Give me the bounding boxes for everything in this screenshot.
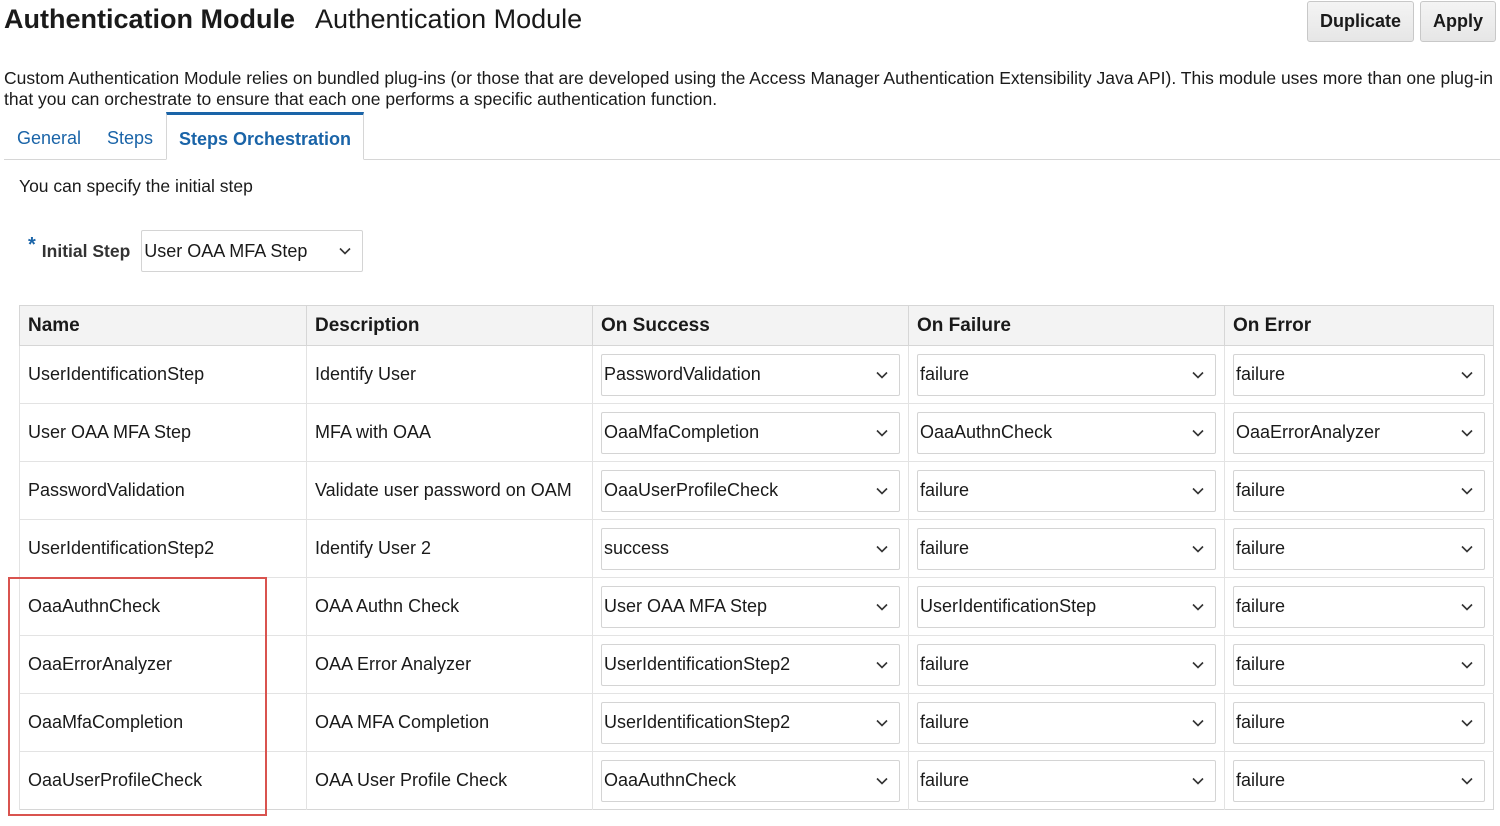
on-success-value: User OAA MFA Step bbox=[604, 596, 768, 616]
chevron-down-icon bbox=[1461, 661, 1473, 669]
action-bar bbox=[1307, 1, 1496, 42]
table-row bbox=[20, 520, 1494, 578]
tab-steps-orchestration[interactable]: Steps Orchestration bbox=[166, 112, 364, 160]
on-error-select[interactable] bbox=[1233, 586, 1485, 628]
on-success-select[interactable] bbox=[601, 354, 900, 396]
step-description: Validate user password on OAM bbox=[307, 462, 593, 520]
column-header-name[interactable]: Name bbox=[20, 306, 307, 346]
tab-general[interactable]: General bbox=[17, 128, 82, 148]
required-marker: * bbox=[28, 233, 36, 256]
step-description: OAA Error Analyzer bbox=[307, 636, 593, 694]
column-header-on-error[interactable]: On Error bbox=[1225, 306, 1494, 346]
step-name: OaaUserProfileCheck bbox=[20, 752, 307, 810]
chevron-down-icon bbox=[876, 719, 888, 727]
on-error-select[interactable] bbox=[1233, 702, 1485, 744]
step-description: Identify User bbox=[307, 346, 593, 404]
initial-step-value: User OAA MFA Step bbox=[144, 240, 308, 261]
chevron-down-icon bbox=[1192, 719, 1204, 727]
module-description: Custom Authentication Module relies on bundled plug-ins (or those that are developed using the Access Manager Authentication Extensibility Java API). This module uses more than one plug-in that you can orchestrate to ensure that each one performs a specific authentication function. bbox=[4, 68, 1494, 109]
on-failure-select[interactable] bbox=[917, 644, 1216, 686]
duplicate-button[interactable]: Duplicate bbox=[1307, 1, 1414, 42]
on-error-value: failure bbox=[1236, 596, 1286, 616]
column-header-description[interactable]: Description bbox=[307, 306, 593, 346]
step-name: OaaErrorAnalyzer bbox=[20, 636, 307, 694]
chevron-down-icon bbox=[1461, 371, 1473, 379]
on-success-select[interactable] bbox=[601, 586, 900, 628]
initial-step-select[interactable] bbox=[141, 230, 363, 272]
on-success-select[interactable] bbox=[601, 644, 900, 686]
on-failure-value: failure bbox=[920, 770, 970, 790]
on-failure-select[interactable] bbox=[917, 354, 1216, 396]
chevron-down-icon bbox=[876, 777, 888, 785]
tab-steps[interactable]: Steps bbox=[107, 128, 154, 148]
chevron-down-icon bbox=[1192, 371, 1204, 379]
on-success-value: OaaAuthnCheck bbox=[604, 770, 737, 790]
step-description: OAA MFA Completion bbox=[307, 694, 593, 752]
chevron-down-icon bbox=[1461, 603, 1473, 611]
table-row bbox=[20, 462, 1494, 520]
table-row bbox=[20, 578, 1494, 636]
on-error-select[interactable] bbox=[1233, 760, 1485, 802]
on-failure-value: failure bbox=[920, 712, 970, 732]
on-failure-select[interactable] bbox=[917, 702, 1216, 744]
module-name: Authentication Module bbox=[314, 4, 583, 34]
step-name: UserIdentificationStep2 bbox=[20, 520, 307, 578]
chevron-down-icon bbox=[1461, 545, 1473, 553]
on-error-value: failure bbox=[1236, 480, 1286, 500]
on-error-select[interactable] bbox=[1233, 354, 1485, 396]
chevron-down-icon bbox=[1461, 719, 1473, 727]
step-name: UserIdentificationStep bbox=[20, 346, 307, 404]
on-failure-value: OaaAuthnCheck bbox=[920, 422, 1053, 442]
on-success-value: UserIdentificationStep2 bbox=[604, 654, 791, 674]
chevron-down-icon bbox=[876, 371, 888, 379]
chevron-down-icon bbox=[1192, 545, 1204, 553]
on-error-select[interactable] bbox=[1233, 412, 1485, 454]
on-success-value: OaaUserProfileCheck bbox=[604, 480, 779, 500]
on-error-select[interactable] bbox=[1233, 644, 1485, 686]
on-failure-value: failure bbox=[920, 364, 970, 384]
on-success-select[interactable] bbox=[601, 412, 900, 454]
chevron-down-icon bbox=[876, 661, 888, 669]
on-error-value: failure bbox=[1236, 712, 1286, 732]
column-header-on-failure[interactable]: On Failure bbox=[909, 306, 1225, 346]
table-row bbox=[20, 752, 1494, 810]
on-failure-value: failure bbox=[920, 654, 970, 674]
column-header-on-success[interactable]: On Success bbox=[593, 306, 909, 346]
on-error-select[interactable] bbox=[1233, 470, 1485, 512]
on-failure-select[interactable] bbox=[917, 470, 1216, 512]
chevron-down-icon bbox=[876, 545, 888, 553]
page-title: Authentication Module bbox=[4, 4, 295, 34]
step-description: OAA User Profile Check bbox=[307, 752, 593, 810]
chevron-down-icon bbox=[1461, 429, 1473, 437]
on-success-value: OaaMfaCompletion bbox=[604, 422, 760, 442]
chevron-down-icon bbox=[876, 429, 888, 437]
on-error-value: failure bbox=[1236, 770, 1286, 790]
on-success-select[interactable] bbox=[601, 470, 900, 512]
on-error-value: OaaErrorAnalyzer bbox=[1236, 422, 1381, 442]
on-failure-select[interactable] bbox=[917, 412, 1216, 454]
table-row bbox=[20, 346, 1494, 404]
on-error-value: failure bbox=[1236, 538, 1286, 558]
table-header-row bbox=[20, 306, 1494, 346]
chevron-down-icon bbox=[1192, 487, 1204, 495]
chevron-down-icon bbox=[1461, 487, 1473, 495]
on-success-value: success bbox=[604, 538, 670, 558]
step-name: OaaMfaCompletion bbox=[20, 694, 307, 752]
on-success-value: PasswordValidation bbox=[604, 364, 761, 384]
on-failure-select[interactable] bbox=[917, 586, 1216, 628]
tab-bar bbox=[4, 112, 1500, 160]
on-failure-value: failure bbox=[920, 538, 970, 558]
chevron-down-icon bbox=[1192, 603, 1204, 611]
chevron-down-icon bbox=[1192, 661, 1204, 669]
initial-step-label: Initial Step bbox=[41, 240, 131, 261]
on-error-value: failure bbox=[1236, 364, 1286, 384]
on-failure-value: failure bbox=[920, 480, 970, 500]
on-success-select[interactable] bbox=[601, 760, 900, 802]
initial-step-row bbox=[28, 230, 363, 272]
chevron-down-icon bbox=[1192, 777, 1204, 785]
on-success-select[interactable] bbox=[601, 528, 900, 570]
chevron-down-icon bbox=[1461, 777, 1473, 785]
on-success-value: UserIdentificationStep2 bbox=[604, 712, 791, 732]
on-failure-value: UserIdentificationStep bbox=[920, 596, 1097, 616]
apply-button[interactable]: Apply bbox=[1420, 1, 1496, 42]
step-name: OaaAuthnCheck bbox=[20, 578, 307, 636]
chevron-down-icon bbox=[876, 603, 888, 611]
on-success-select[interactable] bbox=[601, 702, 900, 744]
on-failure-select[interactable] bbox=[917, 528, 1216, 570]
step-description: MFA with OAA bbox=[307, 404, 593, 462]
step-name: User OAA MFA Step bbox=[20, 404, 307, 462]
on-error-select[interactable] bbox=[1233, 528, 1485, 570]
step-description: Identify User 2 bbox=[307, 520, 593, 578]
table-row bbox=[20, 636, 1494, 694]
step-description: OAA Authn Check bbox=[307, 578, 593, 636]
step-name: PasswordValidation bbox=[20, 462, 307, 520]
page-header bbox=[4, 4, 582, 44]
steps-orchestration-table bbox=[19, 305, 1494, 810]
on-error-value: failure bbox=[1236, 654, 1286, 674]
on-failure-select[interactable] bbox=[917, 760, 1216, 802]
table-row bbox=[20, 404, 1494, 462]
table-row bbox=[20, 694, 1494, 752]
chevron-down-icon bbox=[876, 487, 888, 495]
chevron-down-icon bbox=[339, 247, 351, 255]
initial-step-hint: You can specify the initial step bbox=[19, 176, 253, 196]
chevron-down-icon bbox=[1192, 429, 1204, 437]
